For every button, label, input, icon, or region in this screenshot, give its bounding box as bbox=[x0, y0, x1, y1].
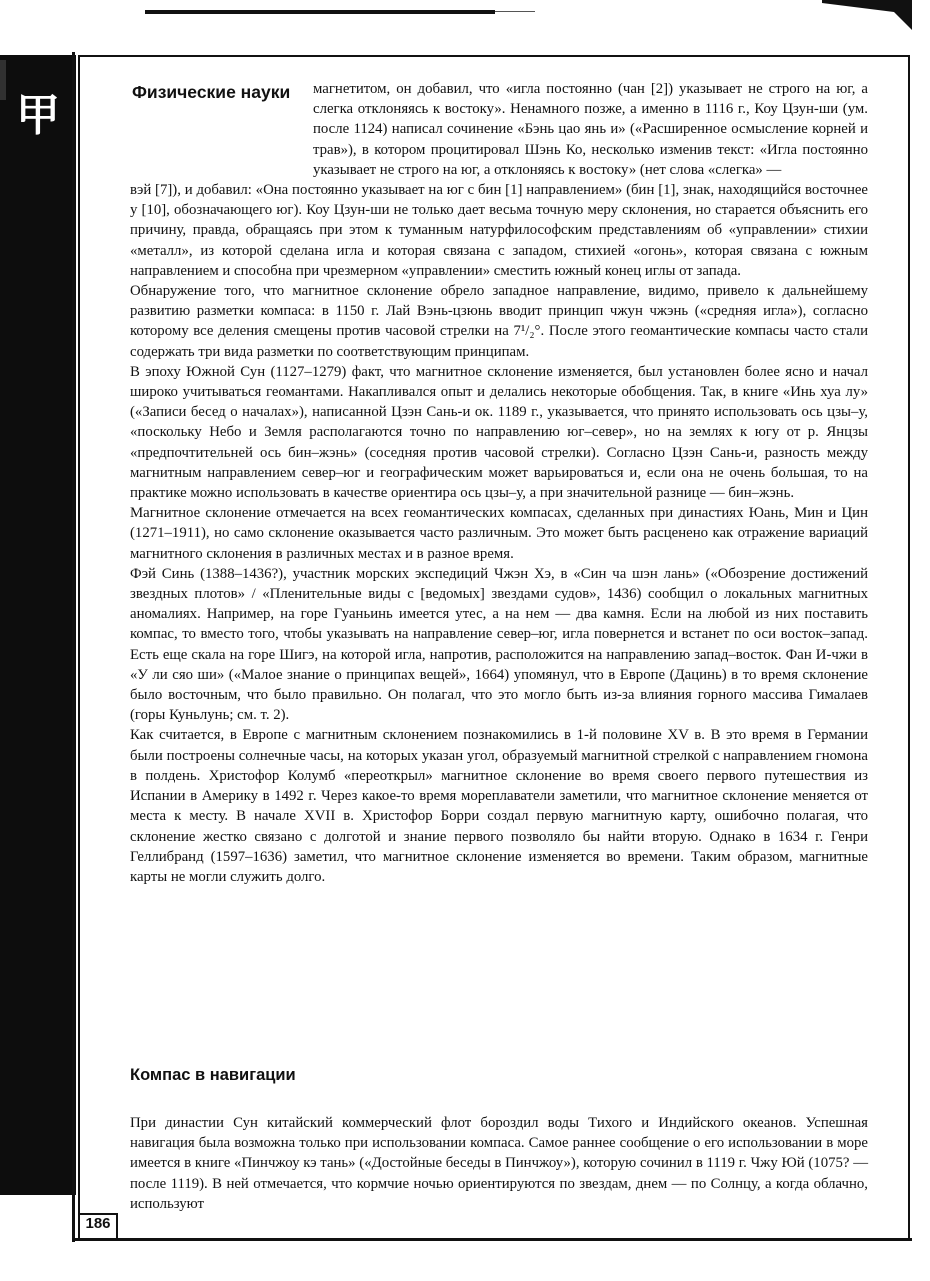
paragraph: Обнаружение того, что магнитное склонение обрело западное направление, видимо, привело к дальнейшему развитию разметки компаса: в 1150 г. Лай Вэнь-цзюнь вводит принцип чжун чжэнь («средняя игла»), согласно которому все деления смещены против часовой стрелки на 7¹/₂°. После этого геомантические компасы часто стали содержать три вида разметки по соответствующим принципам. bbox=[130, 283, 868, 360]
side-bar bbox=[0, 55, 76, 1195]
paragraph: Как считается, в Европе с магнитным склонением познакомились в 1-й половине XV в. В это время в Германии были построены солнечные часы, на которых указан угол, образуемый магнитной стрелкой с направлением гномона в полдень. Христофор Колумб «переоткрыл» магнитное склонение во время своего первого путешествия из Испании в Америку в 1492 г. Через какое-то время мореплаватели заметили, что магнитное склонение меняется от места к месту. В начале XVII в. Христофор Борри создал первую магнитную карту, ошибочно полагая, что склонение жестко связано с долготой и знание первого позволяло бы найти вторую. Однако в 1634 г. Генри Геллибранд (1597–1636) заметил, что магнитное склонение изменяется во времени. Таким образом, магнитные карты не могли служить долго. bbox=[130, 727, 868, 885]
paragraph: Фэй Синь (1388–1436?), участник морских экспедиций Чжэн Хэ, в «Син ча шэн лань» («Обозрение достижений звездных плотов» / «Пленительные виды с [ведомых] звездами судов», 1436) сообщил о локальных магнитных аномалиях. Например, на горе Гуаньинь имеется утес, а на нем — два камня. Если на любой из них поставить компас, то вместо того, чтобы указывать на направление север–юг, игла повернется и встанет по оси восток–запад. Есть еще скала на горе Шигэ, на которой игла, напротив, расположится на направлению запад–восток. Фан И-чжи в «У ли сяо ши» («Малое знание о принципах вещей», 1664) упомянул, что в Европе (Дацинь) в то время склонение было восточным, что было правильно. Он полагал, что это могло быть из-за влияния горного массива Гималаев (горы Куньлунь; см. т. 2). bbox=[130, 565, 868, 724]
section-label: Физические науки bbox=[132, 82, 291, 102]
subheading-navigation: Компас в навигации bbox=[130, 1066, 296, 1084]
paragraph: Магнитное склонение отмечается на всех геомантических компасах, сделанных при династиях Юань, Мин и Цин (1271–1911), но само склонение оказывается часто различным. Это может быть расценено как отражение вариаций магнитного склонения в различных местах и в разное время. bbox=[130, 505, 868, 562]
paragraph: При династии Сун китайский коммерческий флот бороздил воды Тихого и Индийского океанов. Успешная навигация была возможна только при использовании компаса. Самое раннее сообщение о его использовании в море имеется в книге «Пинчжоу кэ тань» («Достойные беседы в Пинчжоу»), которую сочинил в 1119 г. Чжу Юй (1075? — после 1119). В ней отмечается, что кормчие ночью ориентируются по звездам, днем — по Солнцу, а когда облачно, используют bbox=[130, 1115, 868, 1212]
paragraph: вэй [7]), и добавил: «Она постоянно указывает на юг с бин [1] направлением» (бин [1], знак, находящийся восточнее у [10], обозначающего юг). Коу Цзун-ши не только дает весьма точную меру склонения, но старается объяснить его причину, правда, обращаясь при этом к туманным натурфилософским представлениям об «управлении» стихии «металл», из которой сделана игла и которая связана с западом, стихией «огонь», которая связана с южным направлением и способна при чрезмерном «управлении» сместить южный конец иглы от запада. bbox=[130, 182, 868, 279]
navigation-text bbox=[130, 1113, 868, 1214]
frame-inner-rule bbox=[72, 52, 75, 1242]
intro-paragraph bbox=[313, 79, 868, 180]
top-decor-thin-line bbox=[495, 11, 535, 12]
bottom-rule bbox=[72, 1238, 912, 1241]
paragraph: В эпоху Южной Сун (1127–1279) факт, что магнитное склонение изменяется, был установлен более ясно и начал широко учитываться геомантами. Накапливался опыт и делались некоторые обобщения. Так, в книге «Инь хуа лу» («Записи бесед о началах»), написанной Цзэн Сань-и ок. 1189 г., указывается, что принято использовать ось цзы–у, «поскольку Небо и Земля располагаются точно по направлению юг–север», но на землях к югу от р. Янцзы «предпочтительней ось бин–жэнь» (соседняя против часовой стрелки). Согласно Цзэн Сань-и, разность между магнитным направлением север–юг и географическим может варьироваться и, если она не очень большая, то на практике можно использовать в качестве ориентира ось цзы–у, а при значительной разнице — бин–жэнь. bbox=[130, 363, 868, 502]
top-decor-line bbox=[145, 10, 495, 14]
page-number: 186 bbox=[85, 1215, 111, 1232]
paragraph: магнетитом, он добавил, что «игла постоянно (чан [2]) указывает не строго на юг, а слегка отклоняясь к востоку». Ненамного позже, а именно в 1116 г., Коу Цзун-ши (ум. после 1124) написал сочинение «Бэнь цао янь и» («Расширенное осмысление корней и трав»), в котором процитировал Шэнь Ко, несколько изменив текст: «Игла постоянно указывает не строго на юг, а отклоняясь к востоку» (нет слова «слегка» — bbox=[313, 81, 868, 178]
body-text bbox=[130, 180, 868, 887]
side-glyph: 甲 bbox=[16, 90, 60, 141]
top-corner-wedge bbox=[822, 0, 912, 30]
